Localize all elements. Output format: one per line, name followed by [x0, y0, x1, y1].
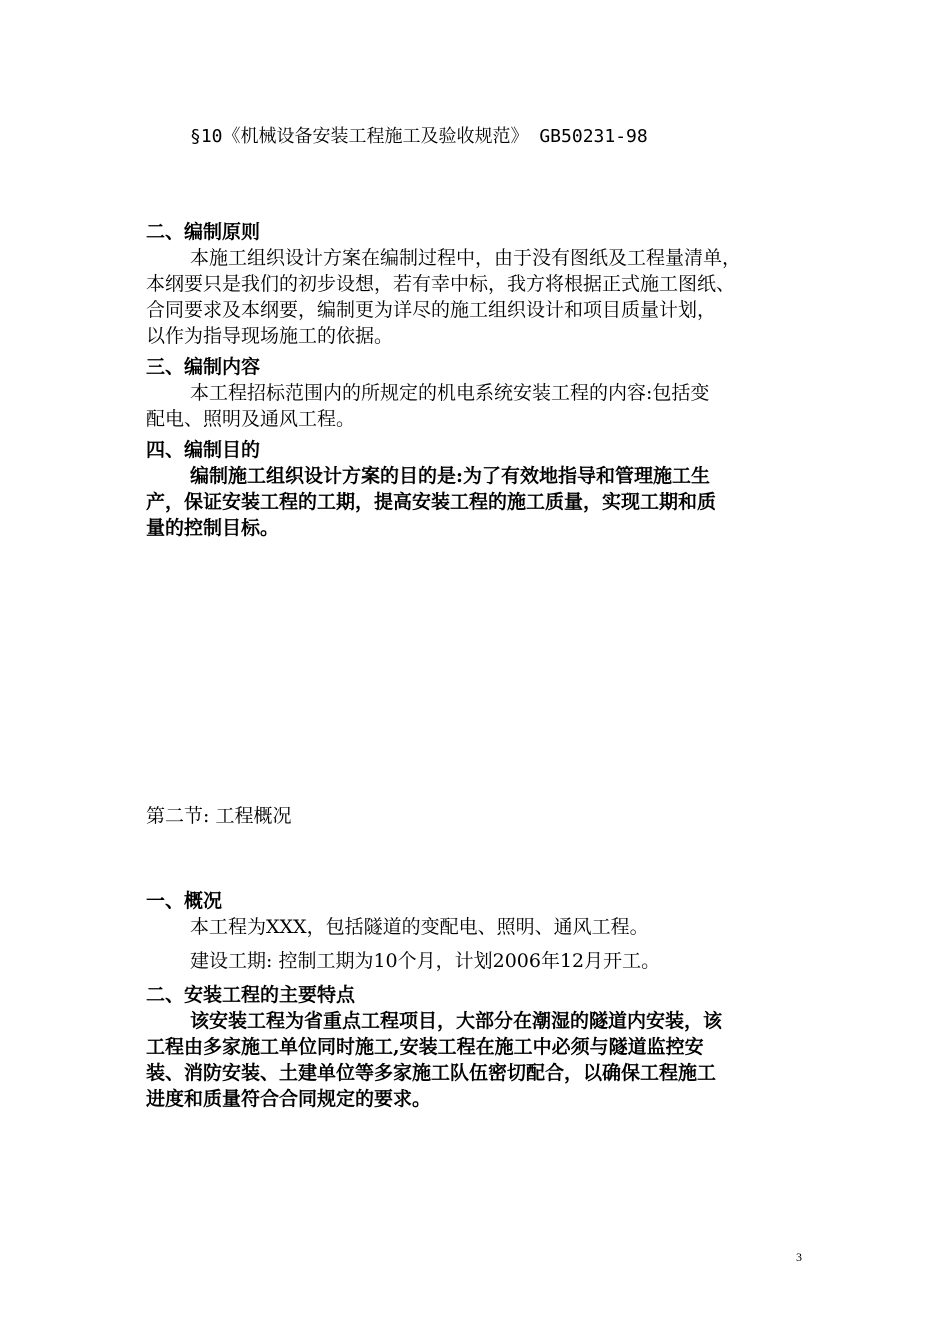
- section-heading-content: 三、编制内容: [146, 356, 261, 378]
- paragraph-line: 工程由多家施工单位同时施工,安装工程在施工中必须与隧道监控安: [146, 1036, 704, 1058]
- paragraph-line: 建设工期: 控制工期为10个月，计划2006年12月开工。: [190, 950, 661, 972]
- standard-reference: §10《机械设备安装工程施工及验收规范》 GB50231-98: [190, 126, 648, 147]
- paragraph-line: 该安装工程为省重点工程项目，大部分在潮湿的隧道内安装，该: [190, 1010, 723, 1032]
- paragraph-line: 装、消防安装、土建单位等多家施工队伍密切配合，以确保工程施工: [146, 1062, 717, 1084]
- paragraph-line: 量的控制目标。: [146, 517, 280, 539]
- page-number: 3: [796, 1250, 802, 1264]
- section-heading-purpose: 四、编制目的: [146, 439, 261, 461]
- paragraph-line: 本纲要只是我们的初步设想，若有幸中标，我方将根据正式施工图纸、: [146, 273, 736, 295]
- paragraph-line: 以作为指导现场施工的依据。: [146, 325, 394, 347]
- paragraph-line: 编制施工组织设计方案的目的是:为了有效地指导和管理施工生: [190, 465, 711, 487]
- chapter-title: 第二节: 工程概况: [146, 805, 292, 827]
- paragraph-line: 进度和质量符合合同规定的要求。: [146, 1088, 432, 1110]
- section-heading-features: 二、安装工程的主要特点: [146, 984, 356, 1006]
- section-heading-principles: 二、编制原则: [146, 221, 261, 243]
- paragraph-line: 本工程招标范围内的所规定的机电系统安装工程的内容:包括变: [190, 382, 710, 404]
- section-heading-overview: 一、概况: [146, 890, 223, 912]
- paragraph-line: 合同要求及本纲要，编制更为详尽的施工组织设计和项目质量计划，: [146, 299, 717, 321]
- paragraph-line: 本工程为XXX，包括隧道的变配电、照明、通风工程。: [190, 916, 649, 938]
- paragraph-line: 产，保证安装工程的工期，提高安装工程的施工质量，实现工期和质: [146, 491, 717, 513]
- paragraph-line: 配电、照明及通风工程。: [146, 408, 356, 430]
- paragraph-line: 本施工组织设计方案在编制过程中，由于没有图纸及工程量清单，: [190, 247, 742, 269]
